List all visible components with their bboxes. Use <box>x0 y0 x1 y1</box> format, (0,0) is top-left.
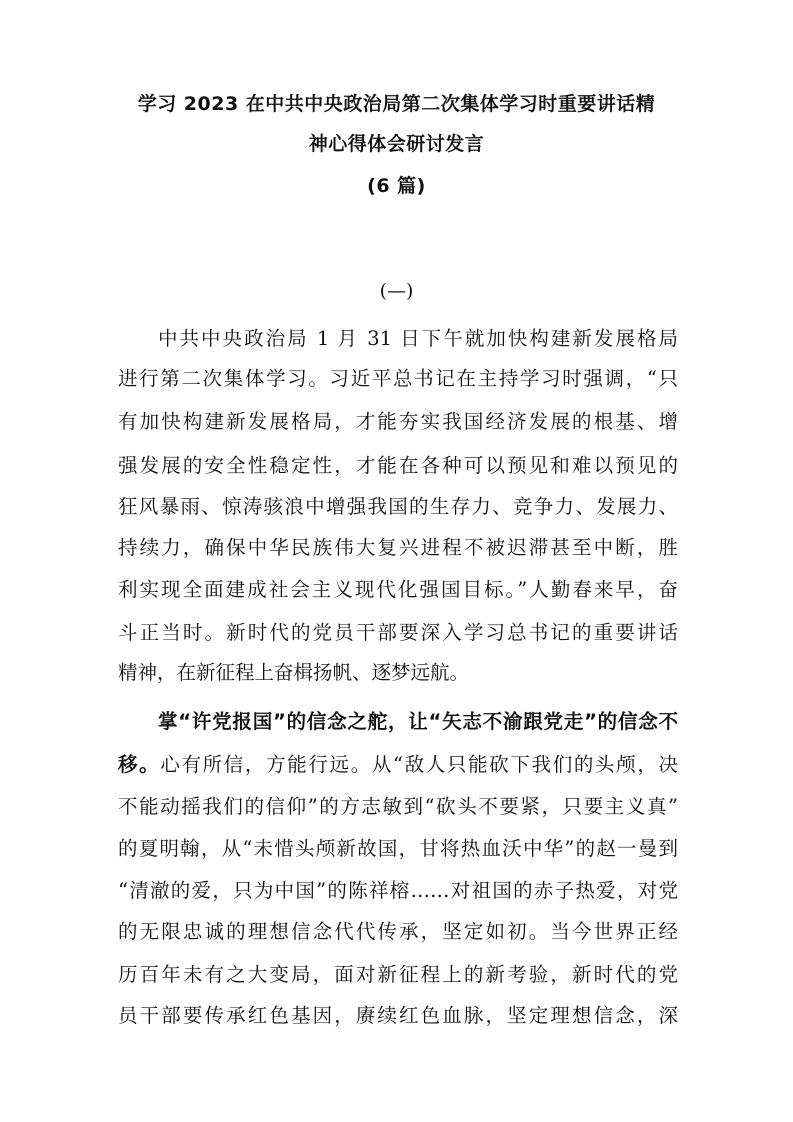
paragraph-2-line: 员干部要传承红色基因，赓续红色血脉，坚定理想信念，深 <box>118 1004 678 1027</box>
paragraph-2-line: 的夏明翰，从“未惜头颅新故国，甘将热血沃中华”的赵一曼到 <box>118 837 678 860</box>
paragraph-1-line: 中共中央政治局 1 月 31 日下午就加快构建新发展格局 <box>158 327 678 350</box>
paragraph-1-line: 狂风暴雨、惊涛骇浪中增强我国的生存力、竞争力、发展力、 <box>118 495 678 518</box>
paragraph-2-line: 的无限忠诚的理想信念代代传承，坚定如初。当今世界正经 <box>118 920 678 943</box>
paragraph-1-line: 利实现全面建成社会主义现代化强国目标。”人勤春来早，奋 <box>118 578 678 601</box>
paragraph-1-line: 强发展的安全性稳定性，才能在各种可以预见和难以预见的 <box>118 454 678 477</box>
document-title-line-1: 学习 2023 在中共中央政治局第二次集体学习时重要讲话精 <box>137 93 656 115</box>
paragraph-2-line: “清澈的爱，只为中国”的陈祥榕……对祖国的赤子热爱，对党 <box>118 879 678 902</box>
document-title-line-2: 神心得体会研讨发言 <box>308 133 485 155</box>
paragraph-2-heading: 掌“许党报国”的信念之舵，让“矢志不渝跟党走”的信念不 <box>158 710 678 733</box>
document-title-count: (6 篇) <box>367 175 426 197</box>
paragraph-2-line: 历百年未有之大变局，面对新征程上的新考验，新时代的党 <box>118 963 678 986</box>
paragraph-1-line: 有加快构建新发展格局，才能夯实我国经济发展的根基、增 <box>118 410 678 433</box>
paragraph-1-line: 斗正当时。新时代的党员干部要深入学习总书记的重要讲话 <box>118 621 678 644</box>
section-marker: (—) <box>379 280 414 302</box>
paragraph-2-line-rest: 心有所信，方能行远。从“敌人只能砍下我们的头颅，决 <box>160 753 678 776</box>
paragraph-1-line: 进行第二次集体学习。习近平总书记在主持学习时强调，“只 <box>118 367 678 390</box>
paragraph-2-line <box>118 755 678 775</box>
paragraph-2-heading-end: 移。 <box>118 753 161 776</box>
paragraph-2-line: 不能动摇我们的信仰”的方志敏到“砍头不要紧，只要主义真” <box>118 795 678 818</box>
paragraph-1-line: 持续力，确保中华民族伟大复兴进程不被迟滞甚至中断，胜 <box>118 536 678 559</box>
paragraph-1-line: 精神，在新征程上奋楫扬帆、逐梦远航。 <box>118 661 470 684</box>
